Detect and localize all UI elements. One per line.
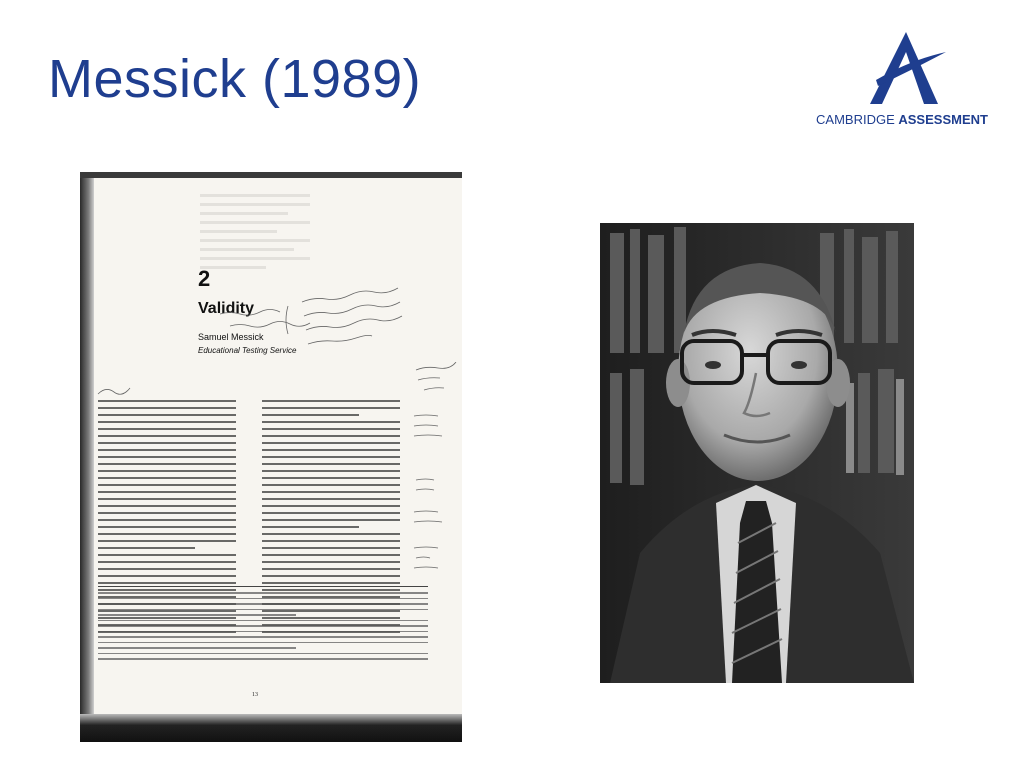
- logo-text-cambridge: CAMBRIDGE: [816, 112, 899, 127]
- cambridge-assessment-logo: [816, 30, 988, 130]
- logo-text: [816, 112, 988, 127]
- scan-bottom-edge: [80, 714, 462, 742]
- handwritten-word: [96, 384, 136, 398]
- chapter-affiliation: Educational Testing Service: [198, 346, 297, 355]
- chapter-author: Samuel Messick: [198, 332, 264, 342]
- page-number: 13: [252, 692, 258, 698]
- portrait-photo: [600, 223, 914, 683]
- logo-a-icon: [862, 30, 946, 106]
- chapter-number: 2: [198, 266, 211, 291]
- footnote-rule: [98, 586, 428, 587]
- handwritten-margin-notes: [410, 362, 462, 582]
- portrait-illustration: [600, 223, 914, 683]
- faint-bleedthrough-text: [200, 194, 310, 275]
- scanned-book-page: [80, 172, 462, 742]
- logo-text-assessment: ASSESSMENT: [898, 112, 988, 127]
- chapter-title: Validity: [198, 300, 255, 317]
- slide-title: Messick (1989): [48, 49, 422, 109]
- footnote-block: [98, 592, 428, 664]
- handwritten-annotation: [190, 276, 460, 366]
